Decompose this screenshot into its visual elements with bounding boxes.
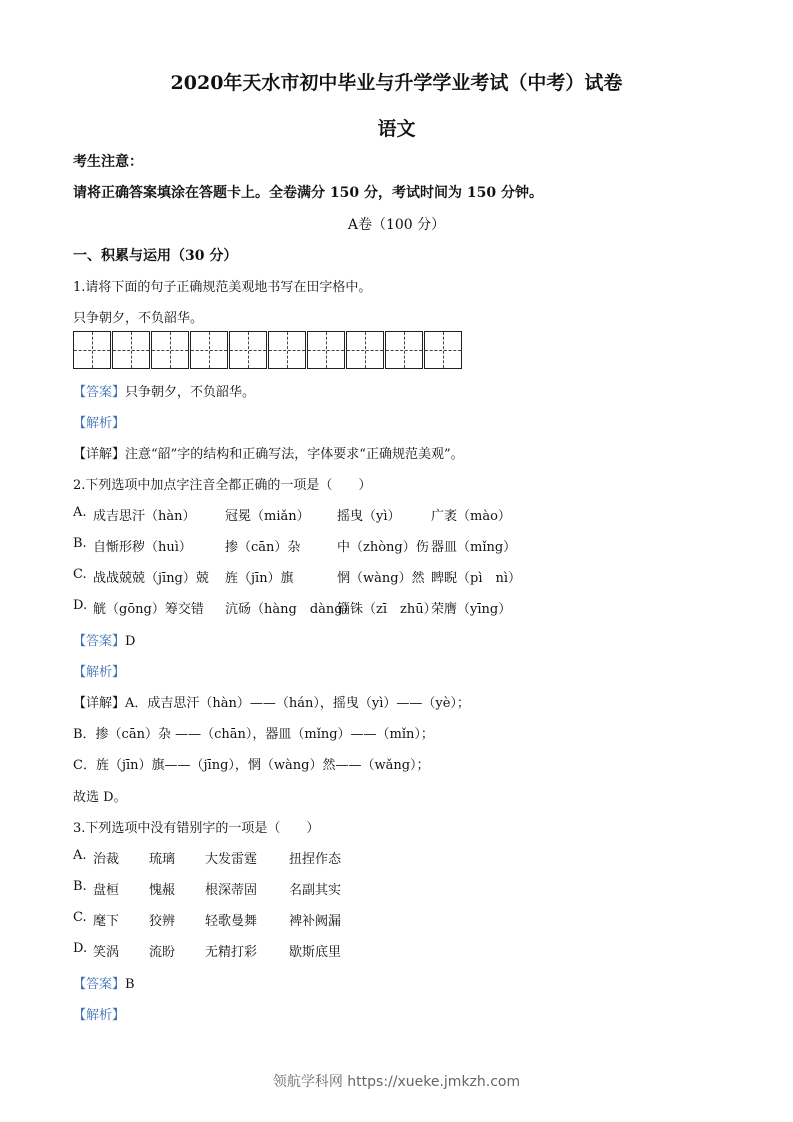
q2-option-item: 摇曳（yì） <box>337 509 401 524</box>
q3-option-item: 扭捏作态 <box>289 852 342 867</box>
answer-label: 【答案】 <box>73 977 126 992</box>
q2-option-item: 荣膺（yīng） <box>431 602 512 617</box>
q2-detail-line: 【详解】A．成吉思汗（hàn）——（hán），摇曳（yì）——（yè）； <box>73 696 470 711</box>
q2-option-item: 睥睨（pì nì） <box>431 571 522 586</box>
q3-option-item: 歇斯底里 <box>289 945 342 960</box>
grid-cell <box>424 331 462 369</box>
q2-option-item: 成吉思汗（hàn） <box>93 509 196 524</box>
q3-option-item: 愧赧 <box>149 883 176 898</box>
q2-conclusion: 故选 D。 <box>73 790 127 805</box>
grid-cell <box>268 331 306 369</box>
q3-answer <box>73 973 135 992</box>
answer-label: 【答案】 <box>73 385 126 400</box>
grid-cell <box>307 331 345 369</box>
q3-option-letter: A. <box>73 848 87 863</box>
q3-option-item: 狡辨 <box>149 914 176 929</box>
q2-option-item: 惘（wàng）然 <box>337 571 425 586</box>
q2-option-item: 自惭形秽（huì） <box>93 540 192 555</box>
q2-option-item: 广袤（mào） <box>431 509 511 524</box>
grid-cell <box>190 331 228 369</box>
q3-option-item: 大发雷霆 <box>205 852 258 867</box>
q3-option-item: 盘桓 <box>93 883 120 898</box>
q3-stem: 3.下列选项中没有错别字的一项是（ ） <box>73 821 320 836</box>
q2-option-letter: B. <box>73 536 87 551</box>
footer-watermark: 领航学科网 https://xueke.jmkzh.com <box>272 1074 521 1090</box>
q2-option-item: 冠冕（miǎn） <box>225 509 310 524</box>
q2-option-item: 觥（gōng）筹交错 <box>93 602 204 617</box>
q1-answer <box>73 381 255 400</box>
q3-option-letter: D. <box>73 941 88 956</box>
q2-option-letter: C. <box>73 567 87 582</box>
q1-sentence: 只争朝夕，不负韶华。 <box>73 311 204 326</box>
notice-heading: 考生注意： <box>73 154 143 170</box>
section-a-heading: A卷（100 分） <box>347 217 446 233</box>
exam-title: 2020年天水市初中毕业与升学学业考试（中考）试卷 <box>170 72 623 94</box>
q2-option-item: 锱铢（zī zhū） <box>337 602 437 617</box>
grid-cell <box>229 331 267 369</box>
q2-option-item: 战战兢兢（jīng）兢 <box>93 571 209 586</box>
q2-option-item: 器皿（mǐng） <box>431 540 517 555</box>
q2-option-item: 沆砀（hàng dàng） <box>225 602 356 617</box>
q3-option-letter: C. <box>73 910 87 925</box>
q3-option-item: 笑涡 <box>93 945 120 960</box>
q1-detail: 【详解】注意“韶”字的结构和正确写法，字体要求“正确规范美观”。 <box>73 447 464 462</box>
grid-cell <box>151 331 189 369</box>
q2-stem: 2.下列选项中加点字注音全都正确的一项是（ ） <box>73 478 372 493</box>
q3-option-item: 轻歌曼舞 <box>205 914 258 929</box>
q3-option-item: 无精打彩 <box>205 945 258 960</box>
answer-text: D <box>125 634 136 649</box>
q2-option-letter: D. <box>73 598 88 613</box>
grid-cell <box>73 331 111 369</box>
q3-option-item: 流盼 <box>149 945 176 960</box>
q3-option-item: 麾下 <box>93 914 120 929</box>
q3-analysis-label: 【解析】 <box>73 1008 126 1023</box>
part1-heading: 一、积累与运用（30 分） <box>73 248 238 264</box>
grid-cell <box>112 331 150 369</box>
grid-cell <box>385 331 423 369</box>
q2-answer <box>73 630 135 649</box>
notice-text: 请将正确答案填涂在答题卡上。全卷满分 150 分，考试时间为 150 分钟。 <box>73 185 543 201</box>
q3-option-item: 治裁 <box>93 852 120 867</box>
q3-option-item: 名副其实 <box>289 883 342 898</box>
q2-option-item: 旌（jīn）旗 <box>225 571 294 586</box>
q3-option-letter: B. <box>73 879 87 894</box>
answer-text: B <box>125 977 135 992</box>
q2-detail-line: B．掺（cān）杂 ——（chān），器皿（mǐng）——（mǐn）； <box>73 727 434 742</box>
q3-option-item: 根深蒂固 <box>205 883 258 898</box>
tianzige-grid <box>73 331 462 369</box>
q1-stem: 1.请将下面的句子正确规范美观地书写在田字格中。 <box>73 280 372 295</box>
q2-detail-line: C．旌（jīn）旗——（jīng），惘（wàng）然——（wǎng）； <box>73 758 430 773</box>
grid-cell <box>346 331 384 369</box>
q2-option-letter: A. <box>73 505 87 520</box>
q2-analysis-label: 【解析】 <box>73 665 126 680</box>
q3-option-item: 裨补阙漏 <box>289 914 342 929</box>
q3-option-item: 琉璃 <box>149 852 176 867</box>
subject-title: 语文 <box>377 118 416 140</box>
answer-label: 【答案】 <box>73 634 126 649</box>
q2-option-item: 掺（cān）杂 <box>225 540 301 555</box>
q2-option-item: 中（zhòng）伤 <box>337 540 429 555</box>
answer-text: 只争朝夕，不负韶华。 <box>125 385 256 400</box>
q1-analysis-label: 【解析】 <box>73 416 126 431</box>
